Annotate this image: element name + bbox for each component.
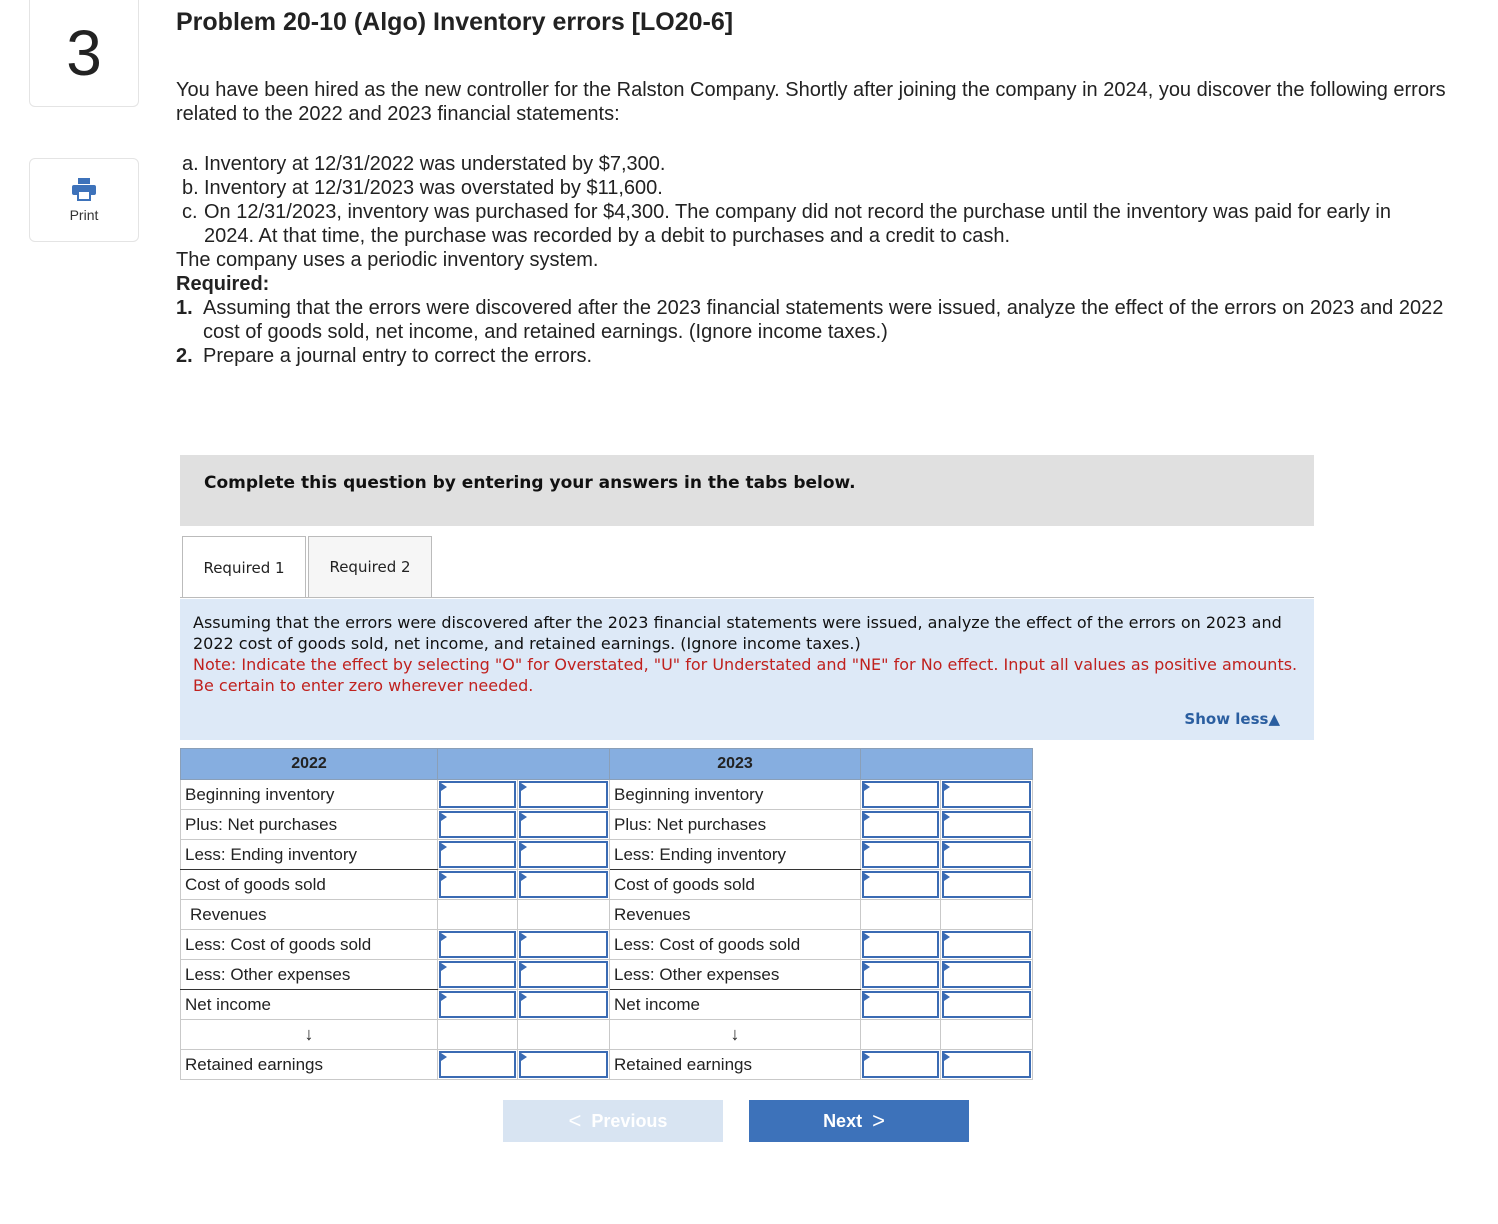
amount-input[interactable] (941, 780, 1033, 810)
tab-required-2[interactable]: Required 2 (308, 536, 432, 597)
list-text: On 12/31/2023, inventory was purchased for $4,300. The company did not record the purchase until the inventory was paid for early in 2024. At that time, the purchase was recorded by a debit to purchases and a credit to cash. (204, 201, 1392, 247)
next-button[interactable] (749, 1100, 969, 1142)
analysis-table (180, 748, 1033, 1080)
table-row (181, 1050, 1033, 1080)
list-item (182, 176, 1446, 200)
list-text: Inventory at 12/31/2022 was understated by $7,300. (204, 153, 666, 175)
year-header-2023: 2023 (610, 749, 861, 780)
table-row (181, 930, 1033, 960)
effect-select[interactable] (861, 870, 941, 900)
row-label: Beginning inventory (610, 780, 861, 810)
print-button[interactable] (29, 158, 139, 242)
table-row (181, 990, 1033, 1020)
row-label: Plus: Net purchases (610, 810, 861, 840)
effect-select[interactable] (438, 870, 518, 900)
previous-button[interactable] (503, 1100, 723, 1142)
table-row (181, 780, 1033, 810)
instruction-text: Assuming that the errors were discovered after the 2023 financial statements were issued, analyze the effect of the errors on 2023 and 2022 cost of goods sold, net income, and retained earnings. (Ignore income taxes.) (193, 613, 1282, 653)
instruction-panel (180, 599, 1314, 740)
amount-input[interactable] (941, 840, 1033, 870)
effect-select[interactable] (861, 810, 941, 840)
row-label: Less: Cost of goods sold (181, 930, 438, 960)
row-label: Retained earnings (610, 1050, 861, 1080)
row-label: Cost of goods sold (181, 870, 438, 900)
amount-input[interactable] (518, 960, 610, 990)
problem-title: Problem 20-10 (Algo) Inventory errors [LO20-6] (176, 8, 734, 36)
row-label: Less: Ending inventory (610, 840, 861, 870)
next-label: Next (823, 1110, 863, 1131)
amount-input[interactable] (941, 870, 1033, 900)
effect-select[interactable] (861, 990, 941, 1020)
amount-input[interactable] (941, 930, 1033, 960)
empty-cell (518, 900, 610, 930)
year-header-2022: 2022 (181, 749, 438, 780)
amount-input[interactable] (518, 990, 610, 1020)
amount-input[interactable] (941, 990, 1033, 1020)
chevron-left-icon: < (568, 1108, 582, 1133)
row-label: Less: Cost of goods sold (610, 930, 861, 960)
problem-body (176, 78, 1446, 368)
amount-input[interactable] (518, 870, 610, 900)
list-item (176, 344, 1446, 368)
effect-select[interactable] (861, 930, 941, 960)
effect-select[interactable] (861, 840, 941, 870)
effect-select[interactable] (861, 960, 941, 990)
row-label: Cost of goods sold (610, 870, 861, 900)
tab-bar (182, 536, 432, 598)
empty-cell (438, 900, 518, 930)
show-less-link[interactable]: Show less▲ (1184, 710, 1280, 728)
empty-cell (518, 1020, 610, 1050)
empty-cell (861, 1020, 941, 1050)
row-label: Beginning inventory (181, 780, 438, 810)
question-number: 3 (29, 0, 139, 107)
previous-label: Previous (591, 1110, 668, 1131)
list-key: b. (182, 177, 199, 199)
effect-select[interactable] (438, 930, 518, 960)
requirements-list (176, 296, 1446, 368)
chevron-right-icon: > (872, 1108, 885, 1133)
list-key: 1. (176, 297, 193, 319)
table-row (181, 810, 1033, 840)
amount-input[interactable] (518, 810, 610, 840)
list-key: a. (182, 153, 199, 175)
row-label: Retained earnings (181, 1050, 438, 1080)
down-arrow-icon: ↓ (610, 1020, 861, 1050)
effect-select[interactable] (438, 840, 518, 870)
row-label: Net income (181, 990, 438, 1020)
row-label: Net income (610, 990, 861, 1020)
amount-input[interactable] (941, 1050, 1033, 1080)
header-spacer (438, 749, 610, 780)
tab-divider (180, 597, 1314, 598)
amount-input[interactable] (518, 780, 610, 810)
table-row (181, 1020, 1033, 1050)
complete-prompt: Complete this question by entering your answers in the tabs below. (180, 455, 1314, 526)
printer-icon (71, 177, 97, 201)
list-text: Assuming that the errors were discovered after the 2023 financial statements were issued, analyze the effect of the errors on 2023 and 2022 cost of goods sold, net income, and retained earnings. (Ignore income taxes.) (203, 297, 1444, 343)
row-label: Plus: Net purchases (181, 810, 438, 840)
header-spacer (861, 749, 1033, 780)
print-label: Print (69, 207, 99, 223)
empty-cell (861, 900, 941, 930)
required-heading: Required: (176, 273, 270, 295)
list-text: Inventory at 12/31/2023 was overstated by $11,600. (204, 177, 663, 199)
effect-select[interactable] (438, 1050, 518, 1080)
list-key: 2. (176, 345, 193, 367)
tab-required-1[interactable]: Required 1 (182, 536, 306, 598)
row-label: Less: Ending inventory (181, 840, 438, 870)
amount-input[interactable] (518, 1050, 610, 1080)
list-key: c. (182, 201, 198, 223)
row-label: Revenues (610, 900, 861, 930)
effect-select[interactable] (861, 1050, 941, 1080)
periodic-text: The company uses a periodic inventory system. (176, 249, 599, 271)
row-label: Less: Other expenses (610, 960, 861, 990)
effect-select[interactable] (861, 780, 941, 810)
amount-input[interactable] (941, 960, 1033, 990)
list-item (182, 152, 1446, 176)
amount-input[interactable] (518, 840, 610, 870)
table-row (181, 840, 1033, 870)
row-label: Revenues (181, 900, 438, 930)
table-row (181, 960, 1033, 990)
row-label: Less: Other expenses (181, 960, 438, 990)
amount-input[interactable] (518, 930, 610, 960)
effect-select[interactable] (438, 990, 518, 1020)
amount-input[interactable] (941, 810, 1033, 840)
intro-text: You have been hired as the new controller for the Ralston Company. Shortly after joining the company in 2024, you discover the following errors related to the 2022 and 2023 financial statements: (176, 79, 1446, 125)
down-arrow-icon: ↓ (181, 1020, 438, 1050)
empty-cell (438, 1020, 518, 1050)
instruction-note: Note: Indicate the effect by selecting "O" for Overstated, "U" for Understated and "NE" for No effect. Input all values as positive amounts. Be certain to enter zero wherever needed. (193, 655, 1298, 695)
table-row (181, 870, 1033, 900)
effect-select[interactable] (438, 960, 518, 990)
effect-select[interactable] (438, 810, 518, 840)
list-text: Prepare a journal entry to correct the errors. (203, 345, 593, 367)
empty-cell (941, 1020, 1033, 1050)
effect-select[interactable] (438, 780, 518, 810)
empty-cell (941, 900, 1033, 930)
errors-list (176, 152, 1446, 248)
table-row (181, 900, 1033, 930)
list-item (176, 296, 1446, 344)
list-item (182, 200, 1446, 248)
